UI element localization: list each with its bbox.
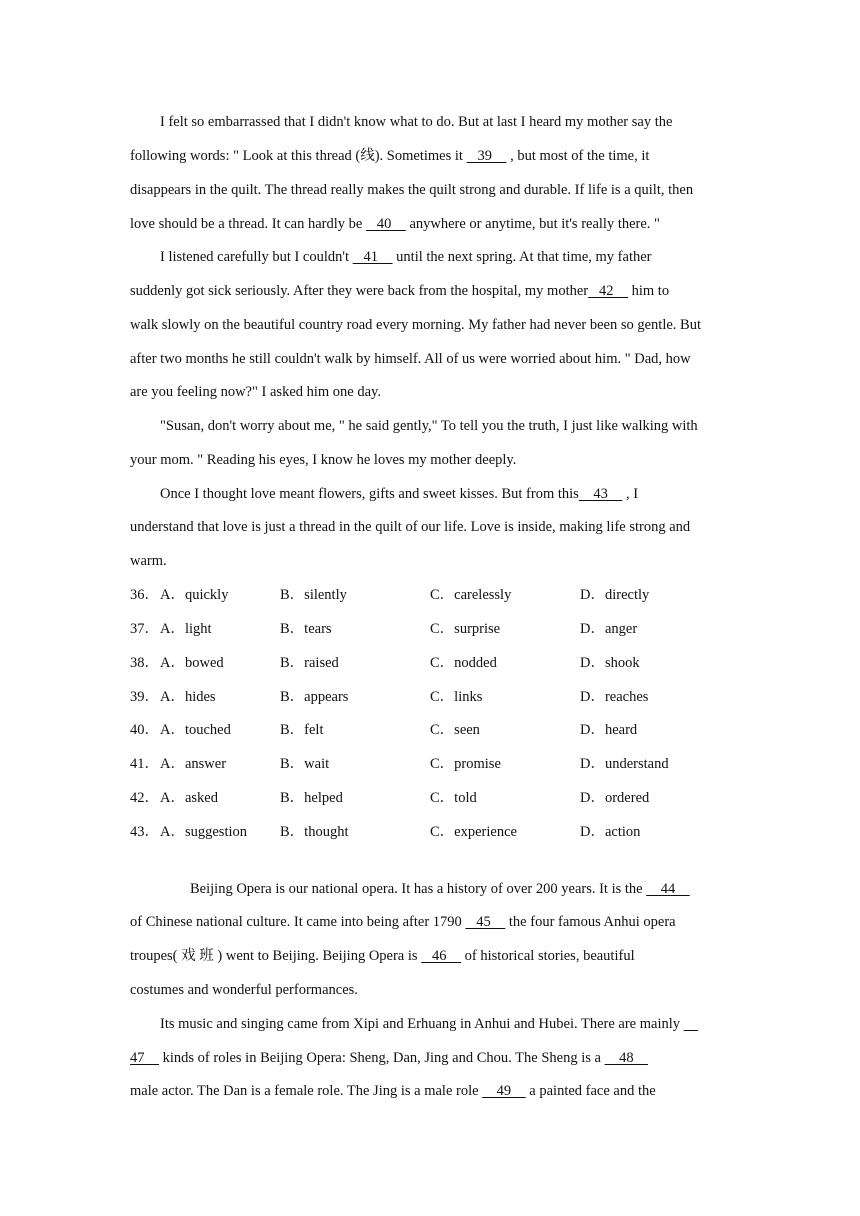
text-line: are you feeling now?" I asked him one day. — [130, 384, 381, 400]
blank-48: 48 — [604, 1050, 649, 1066]
text-line: Its music and singing came from Xipi and Erhuang in Anhui and Hubei. There are mainly — [160, 1014, 698, 1034]
option-row-43: 43． A．suggestion B．thought C．experience D．action — [130, 824, 641, 840]
text-line: after two months he still couldn't walk by himself. All of us were worried about him. " Dad, how — [130, 351, 691, 367]
text-line: suddenly got sick seriously. After they were back from the hospital, my mother 42 him to — [130, 283, 670, 299]
option-row-36: 36． A．quickly B．silently C．carelessly D．directly — [130, 587, 650, 603]
blank-47: 47 — [130, 1050, 159, 1066]
blank-44: 44 — [646, 881, 690, 897]
text-line: understand that love is just a thread in the quilt of our life. Love is inside, making life strong and — [130, 519, 691, 535]
option-row-39: 39． A．hides B．appears C．links D．reaches — [130, 689, 649, 705]
text-line: disappears in the quilt. The thread really makes the quilt strong and durable. If life is a quilt, then — [130, 182, 694, 198]
text-line: of Chinese national culture. It came into being after 1790 45 the four famous Anhui opera — [130, 914, 676, 930]
option-row-38: 38． A．bowed B．raised C．nodded D．shook — [130, 655, 640, 671]
text-line: troupes( 戏 班 ) went to Beijing. Beijing Opera is 46 of historical stories, beautiful — [130, 948, 635, 964]
blank-45: 45 — [465, 914, 506, 930]
text-line: your mom. " Reading his eyes, I know he loves my mother deeply. — [130, 452, 517, 468]
text-line: warm. — [130, 553, 167, 569]
text-line: I listened carefully but I couldn't 41 until the next spring. At that time, my father — [160, 249, 652, 265]
text-line: I felt so embarrassed that I didn't know what to do. But at last I heard my mother say the — [160, 114, 673, 130]
blank-43: 43 — [578, 486, 623, 502]
text-line: following words: " Look at this thread (线). Sometimes it 39 , but most of the time, it — [130, 148, 650, 164]
option-row-37: 37． A．light B．tears C．surprise D．anger — [130, 621, 638, 637]
text-line: costumes and wonderful performances. — [130, 982, 358, 998]
text-line: 47 kinds of roles in Beijing Opera: Sheng, Dan, Jing and Chou. The Sheng is a 48 — [130, 1050, 649, 1066]
text-line: Beijing Opera is our national opera. It has a history of over 200 years. It is the 44 — [190, 881, 690, 897]
text-line: love should be a thread. It can hardly be 40 anywhere or anytime, but it's really there. " — [130, 216, 660, 232]
text-line: walk slowly on the beautiful country road every morning. My father had never been so gentle. But — [130, 317, 701, 333]
blank-40: 40 — [365, 216, 406, 232]
blank-46: 46 — [421, 948, 462, 964]
text-line: Once I thought love meant flowers, gifts and sweet kisses. But from this 43 , I — [160, 486, 639, 502]
option-row-41: 41． A．answer B．wait C．promise D．understand — [130, 756, 669, 772]
blank-49: 49 — [482, 1083, 526, 1099]
blank-41: 41 — [352, 249, 393, 265]
option-row-42: 42． A．asked B．helped C．told D．ordered — [130, 790, 650, 806]
option-row-40: 40． A．touched B．felt C．seen D．heard — [130, 722, 638, 738]
blank-42: 42 — [588, 283, 628, 299]
blank-39: 39 — [466, 148, 507, 164]
text-line: male actor. The Dan is a female role. The Jing is a male role 49 a painted face and the — [130, 1083, 656, 1099]
blank-47-start — [684, 1014, 699, 1034]
text-line: "Susan, don't worry about me, " he said gently," To tell you the truth, I just like walking with — [160, 418, 698, 434]
